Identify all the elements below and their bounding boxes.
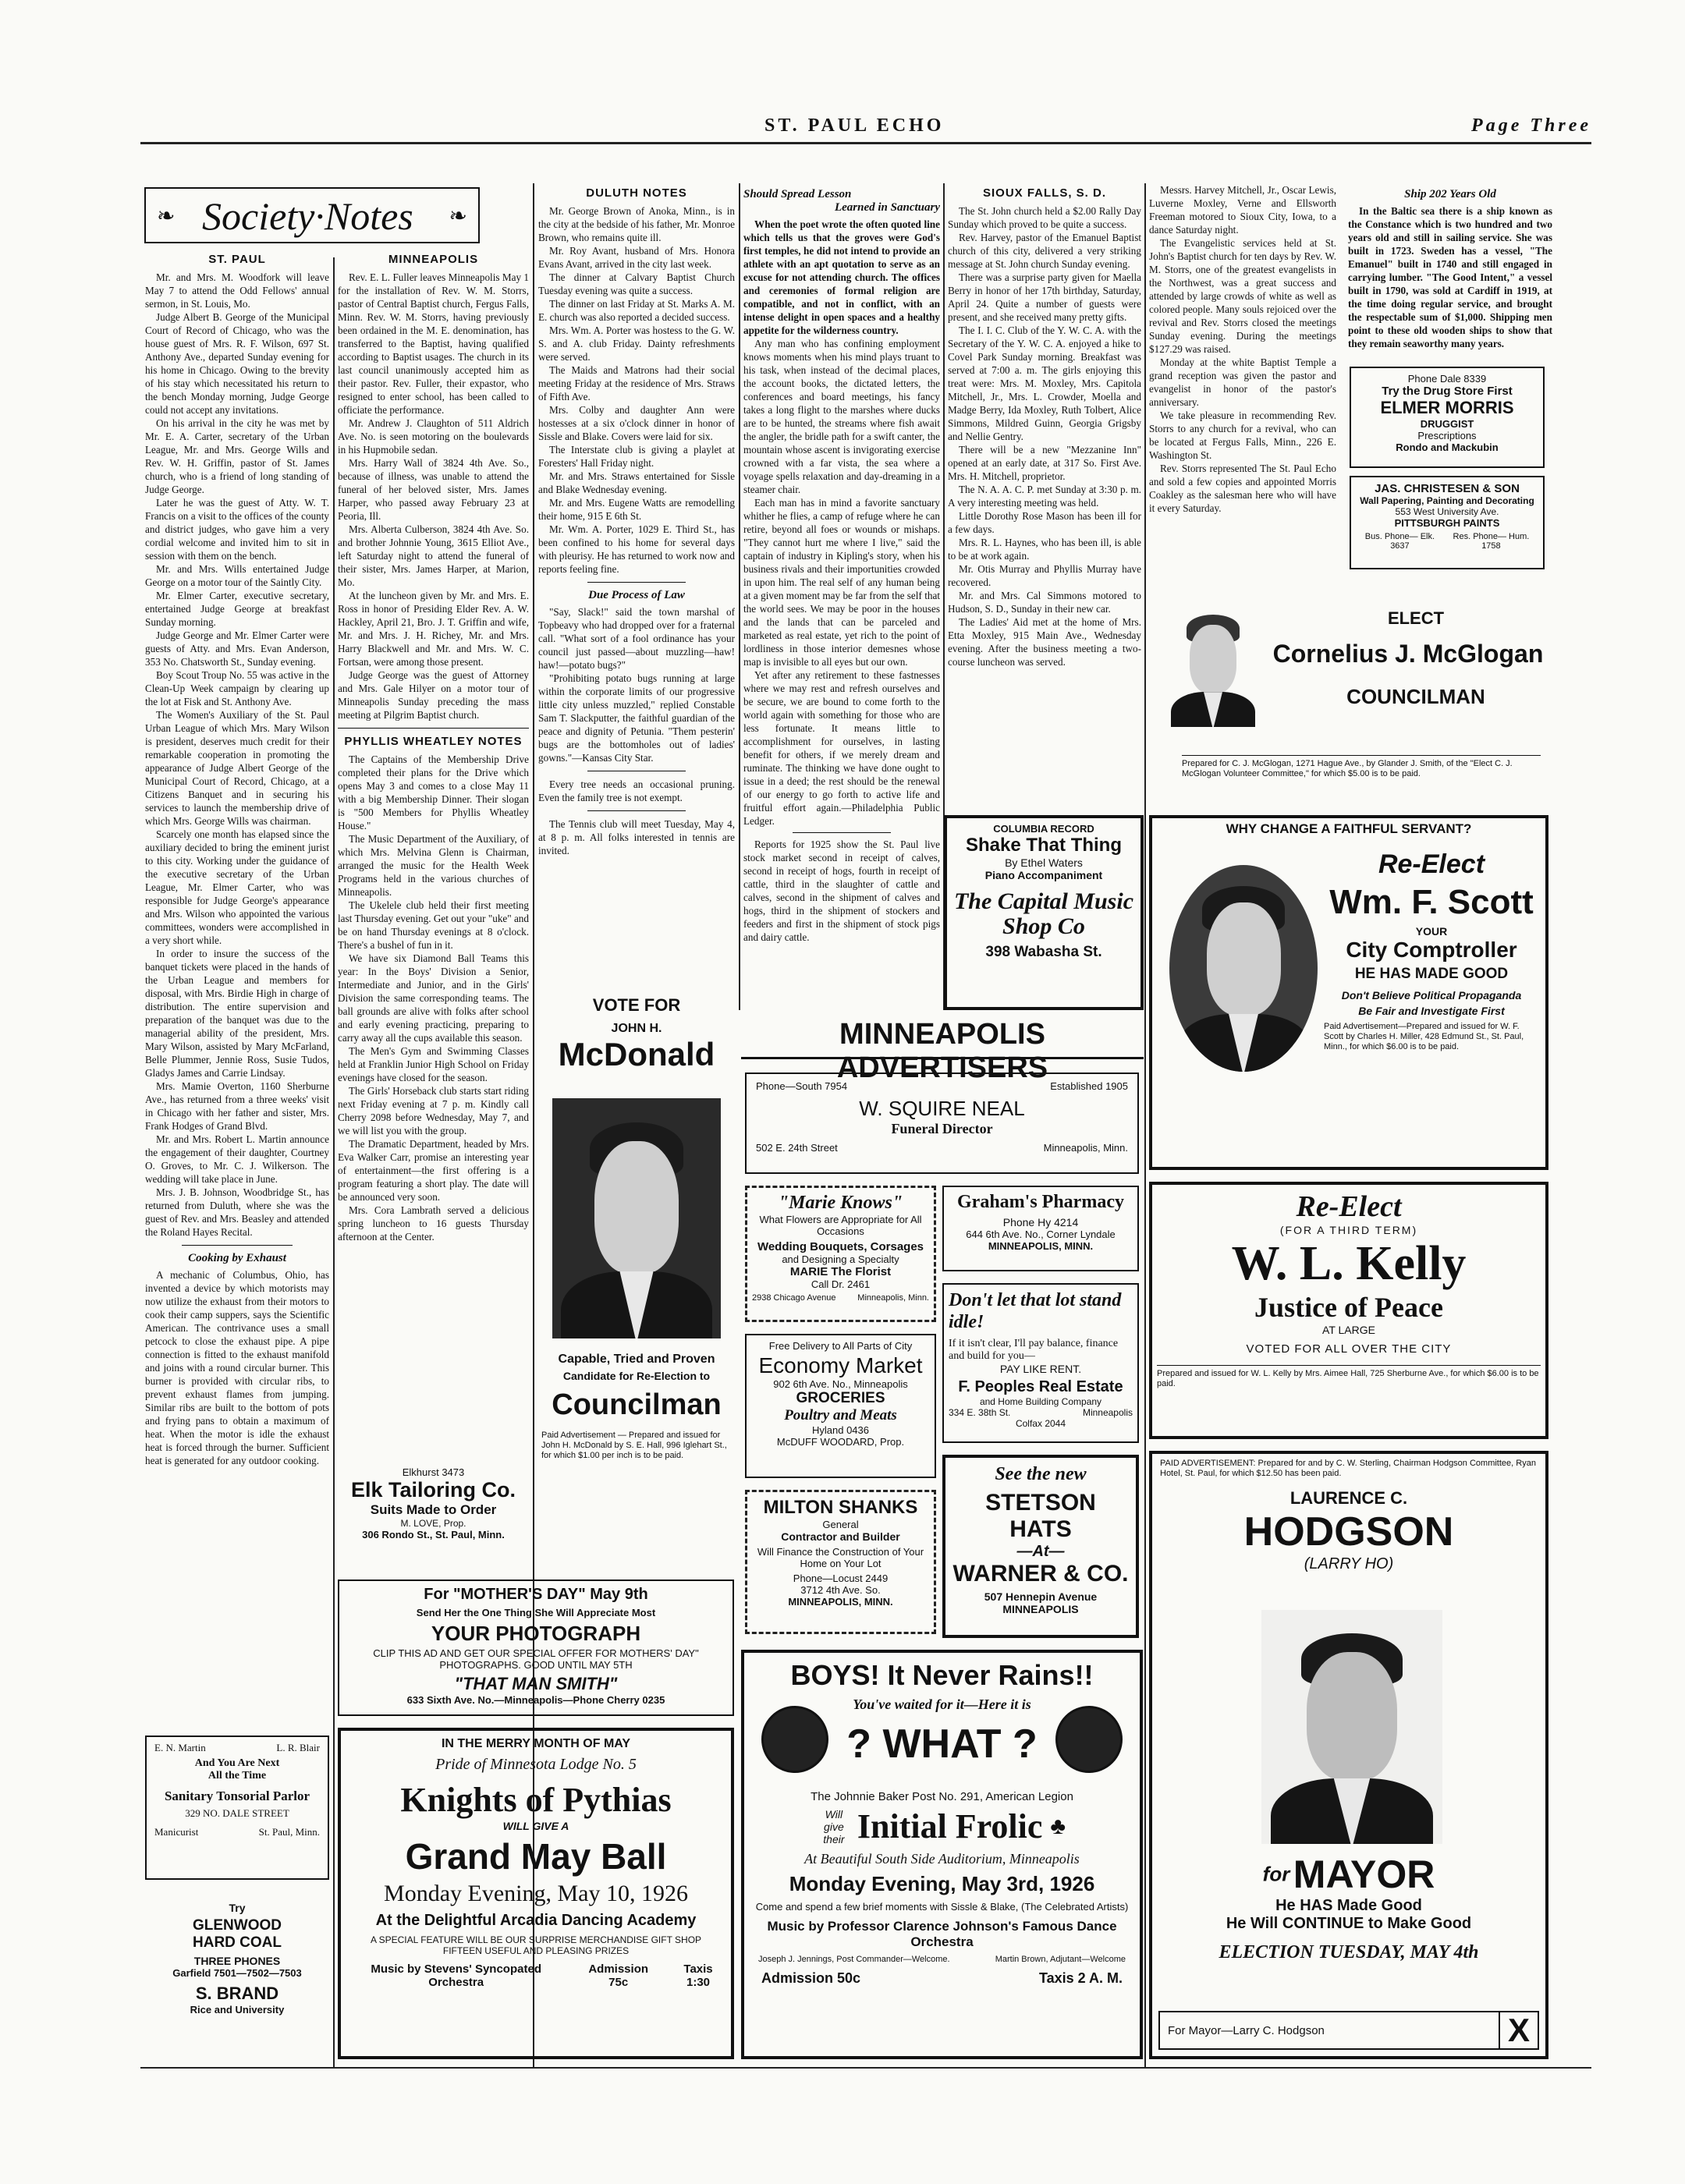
office-name: Justice of Peace xyxy=(1254,1292,1443,1323)
phone-number: Bus. Phone— Elk. 3637 xyxy=(1364,532,1435,551)
ad-line: PITTSBURGH PAINTS xyxy=(1394,517,1500,529)
ballot-label: For Mayor—Larry C. Hodgson xyxy=(1168,2023,1325,2037)
phone-numbers: Garfield 7501—7502—7503 xyxy=(172,1967,302,1979)
knights-of-pythias-ad xyxy=(338,1728,734,2059)
sioux-falls-heading: SIOUX FALLS, S. D. xyxy=(982,186,1107,200)
ad-line: Capable, Tried and Proven xyxy=(558,1353,715,1366)
address: 902 6th Ave. No., Minneapolis xyxy=(773,1378,908,1390)
paragraph: Mr. and Mrs. Wills entertained Judge George on a motor tour of the Saintly City. xyxy=(145,563,329,588)
ad-line: and Designing a Specialty xyxy=(782,1253,899,1265)
paragraph: Rev. Harvey, pastor of the Emanuel Baptist church of this city, delivered a very striking message at St. John church Sunday evening. xyxy=(948,232,1141,270)
paragraph: "Say, Slack!" said the town marshal of Topbeavy who had dropped over for a fraternal call. "What sort of a fool ordinance has your council just passed—about muzzling—haw! haw!—potato bugs?" xyxy=(538,606,735,671)
studio-name: "THAT MAN SMITH" xyxy=(454,1674,618,1693)
paragraph: The Dramatic Department, headed by Mrs. Eva Walker Carr, promise an interesting year of entertainment—the first offering is a program featuring a short play. The date will be announced very soon. xyxy=(338,1138,529,1203)
ad-line: IN THE MERRY MONTH OF MAY xyxy=(441,1737,631,1750)
paid-notice: Paid Advertisement—Prepared and issued for W. F. Scott by Charles H. Miller, 428 Edmund St., St. Paul, Minn., for which $6.00 is to be paid. xyxy=(1324,1022,1524,1051)
shop-name: The Capital Music Shop Co xyxy=(953,888,1134,939)
ad-line: Martin Brown, Adjutant—Welcome xyxy=(995,1955,1126,1964)
paragraph: A mechanic of Columbus, Ohio, has invented a device by which motorists may now utilize the exhaust from their motors to cook their camp suppers, says the Scientific American. The contrivance uses a small petcock to close the exhaust pipe. A pipe connection is fitted to the exhaust manifold and joins with a round circular burner. This burner is provided with circular ribs, to prevent exhaust flames from jumping. Similar ribs are built to the bottom of pots and frying pans to obtain a maximum of heat. When the motor is idle the exhaust heat is forced through the burner. Sufficient heat is generated for any outdoor cooking. xyxy=(145,1269,329,1466)
ad-line: HE HAS MADE GOOD xyxy=(1354,966,1509,982)
mcglogan-ad xyxy=(1151,585,1548,811)
paragraph: Mrs. Wm. A. Porter was hostess to the G. W. S. and A. club Friday. Dainty refreshments were served. xyxy=(538,324,735,363)
ad-line: Re-Elect xyxy=(1378,849,1485,879)
ad-headline: Don't let that lot stand idle! xyxy=(949,1290,1122,1332)
phone-number: Phone—South 7954 xyxy=(756,1080,848,1092)
record-artist: By Ethel Waters xyxy=(1005,856,1083,869)
stetson-hats-ad xyxy=(942,1455,1139,1638)
phone-number: Res. Phone— Hum. 1758 xyxy=(1453,532,1530,551)
candidate-nickname: (LARRY HO) xyxy=(1304,1555,1394,1572)
florist-ad xyxy=(745,1186,936,1322)
paragraph: Mrs. Colby and daughter Ann were hostesses at a six o'clock dinner in honor of Sissle and Blake. Covers were laid for six. xyxy=(538,404,735,442)
coal-brand: GLENWOOD HARD COAL xyxy=(193,1917,282,1951)
ad-line: VOTED FOR ALL OVER THE CITY xyxy=(1246,1342,1452,1356)
ad-line: ELECT xyxy=(1387,608,1445,628)
paragraph: Any man who has confining employment knows moments when his mind plays truant to his task, when instead of the decimal places, the account books, the dictated letters, the conferences and board meetings, his fancy takes a long flight to the marshes where ducks are to be hunted, the streams where fish await the angler, the bridle path for a swift canter, the mountain whose ascent is invigorating exercise crowned with a far vista, the sea where a voyage spells relaxation and day-dreaming in a steamer chair. xyxy=(743,338,940,495)
ad-line: GROCERIES xyxy=(796,1390,885,1406)
paragraph: Judge George and Mr. Elmer Carter were guests of Atty. and Mrs. Evan Anderson, 353 No. Chatsworth St., Sunday evening. xyxy=(145,629,329,668)
shop-address: 398 Wabasha St. xyxy=(985,944,1102,960)
candidate-photo xyxy=(1261,1610,1442,1844)
paid-notice: Paid Advertisement — Prepared and issued for John H. McDonald by S. E. Hall, 996 Iglehart St., for which $1.00 per inch is to be paid. xyxy=(541,1431,727,1460)
paragraph: Mr. George Brown of Anoka, Minn., is in the city at the bedside of his father, Mr. Monroe Brown, who remains quite ill. xyxy=(538,205,735,243)
event-name: Grand May Ball xyxy=(405,1836,667,1877)
florist-name: MARIE The Florist xyxy=(789,1265,892,1278)
tonsorial-parlor-ad xyxy=(145,1736,329,1880)
event-venue: At Beautiful South Side Auditorium, Minneapolis xyxy=(804,1851,1080,1867)
grocery-ad xyxy=(745,1334,936,1478)
phone-number: Phone Hy 4214 xyxy=(1002,1216,1079,1228)
ad-line: Suits Made to Order xyxy=(370,1502,497,1517)
lodge-name: Pride of Minnesota Lodge No. 5 xyxy=(435,1756,637,1773)
paragraph: Mrs. Mamie Overton, 1160 Sherburne Ave., has returned from a three weeks' visit in Chicago with her father and sister, Mrs. Frank Hodges of Grand Blvd. xyxy=(145,1080,329,1132)
candidate-name: HODGSON xyxy=(1243,1509,1454,1555)
ad-line: Manicurist xyxy=(154,1826,199,1838)
ad-line: Re-Elect xyxy=(1296,1190,1402,1223)
bottom-rule xyxy=(140,2067,1591,2069)
established: Established 1905 xyxy=(1050,1080,1128,1092)
barber-name: E. N. Martin xyxy=(154,1742,206,1753)
ad-line: DRUGGIST xyxy=(1420,418,1474,430)
paragraph: When the poet wrote the often quoted line which tells us that the groves were God's first temples, he did not intend to provide an athlete with an apt quotation to serve as an excuse for not attending church. The offices and ceremonies of formal religion are compatible, and not in conflict, with an intense delight in open spaces and a healthy appetite for the wilderness country. xyxy=(743,218,940,336)
address: 306 Rondo St., St. Paul, Minn. xyxy=(362,1529,505,1540)
ad-line: CLIP THIS AD AND GET OUR SPECIAL OFFER FOR MOTHERS' DAY" PHOTOGRAPHS. GOOD UNTIL MAY 5TH xyxy=(373,1647,699,1671)
paid-notice: Prepared and issued for W. L. Kelly by Mrs. Aimee Hall, 725 Sherburne Ave., for which $6.00 is to be paid. xyxy=(1157,1365,1541,1389)
drug-store-ad xyxy=(1350,367,1545,468)
paragraph: At the luncheon given by Mr. and Mrs. E. Ross in honor of Presiding Elder Rev. A. W. Hackley, April 21, Bro. J. T. Griffin and wife, Mr. and Mrs. J. H. Richey, Mr. and Mrs. Harry Blackwell and Mr. and Mrs. W. C. Fortsan, were among those present. xyxy=(338,590,529,668)
candidate-name: Cornelius J. McGlogan xyxy=(1272,640,1544,668)
ad-line: General xyxy=(822,1519,859,1530)
column-rule-5 xyxy=(1144,183,1146,2067)
sioux-falls-column xyxy=(948,183,1141,819)
contractor-ad xyxy=(745,1490,936,1634)
duluth-heading: DULUTH NOTES xyxy=(586,186,687,200)
paragraph: Mrs. Harry Wall of 3824 4th Ave. So., because of illness, was unable to attend the funeral of her beloved sister, Mrs. James Harper, who passed away February 23 at Peoria, Ill. xyxy=(338,457,529,522)
paragraph: The dinner on last Friday at St. Marks A. M. E. church was also reported a decided success. xyxy=(538,298,735,323)
scott-ad xyxy=(1149,815,1548,1170)
ad-line: COLUMBIA RECORD xyxy=(993,823,1094,835)
city: Minneapolis xyxy=(1082,1407,1133,1418)
address: 553 West University Ave. xyxy=(1395,506,1499,517)
company-name: F. Peoples Real Estate xyxy=(958,1378,1123,1395)
market-name: Economy Market xyxy=(758,1353,923,1377)
admission: Admission 50c xyxy=(761,1970,861,1986)
ad-line: Wedding Bouquets, Corsages xyxy=(757,1240,924,1253)
paragraph: The Men's Gym and Swimming Classes held at Franklin Junior High School on Friday evenings have closed for the season. xyxy=(338,1045,529,1083)
leaf-ornament-icon: ❧ xyxy=(449,204,467,229)
phone-number: Call Dr. 2461 xyxy=(811,1278,871,1290)
organization-name: Knights of Pythias xyxy=(400,1781,672,1819)
columbia-record-ad xyxy=(944,815,1144,1010)
event-date: Monday Evening, May 3rd, 1926 xyxy=(789,1872,1095,1895)
pharmacy-ad xyxy=(942,1186,1139,1271)
paragraph: Mr. Roy Avant, husband of Mrs. Honora Evans Avant, arrived in the city last week. xyxy=(538,245,735,270)
paragraph: Mr. and Mrs. Cal Simmons motored to Hudson, S. D., Sunday in their new car. xyxy=(948,590,1141,615)
office-name: MAYOR xyxy=(1293,1852,1435,1896)
proprietor: M. LOVE, Prop. xyxy=(400,1518,466,1529)
paragraph: There was a surprise party given for Maella Berry in honor of her 17th birthday, Saturday, April 24. Quite a number of guests were present, and she received many pretty gifts. xyxy=(948,271,1141,323)
paragraph: The Captains of the Membership Drive completed their plans for the Drive which opens May 3 and comes to a close May 11 with a big Membership Dinner. Their slogan is "500 Members for Phyllis Wheatley House." xyxy=(338,753,529,831)
city: MINNEAPOLIS, MINN. xyxy=(788,1596,893,1608)
ad-line: He Will CONTINUE to Make Good xyxy=(1226,1915,1472,1932)
city: MINNEAPOLIS, MINN. xyxy=(988,1240,1094,1252)
orchestra: Music by Stevens' Syncopated Orchestra xyxy=(371,1962,541,1989)
phyllis-wheatley-heading: PHYLLIS WHEATLEY NOTES xyxy=(344,735,523,748)
business-name: JAS. CHRISTESEN & SON xyxy=(1375,482,1520,495)
candidate-name: McDonald xyxy=(558,1036,715,1072)
paragraph: The Evangelistic services held at St. John's Baptist church for ten days by Rev. W. M. Storrs, one of the greatest evangelists in the Northwest, was a great success and attended by large crowds of white as well as colored people. Many souls rejoiced over the revival and Rev. Storrs closed the meetings Sunday evening. During the meetings $127.29 was raised. xyxy=(1149,237,1336,355)
director-name: W. SQUIRE NEAL xyxy=(859,1097,1025,1120)
elk-tailoring-ad xyxy=(338,1466,529,1572)
paragraph: We have six Diamond Ball Teams this year: In the Boys' Division a Senior, Intermediate and Junior, and in the Girls' Division the same corresponding teams. The ball grounds are alive with folks after school and early evening practicing, preparing to carry away all the cups available this season. xyxy=(338,952,529,1044)
ad-line: Joseph J. Jennings, Post Commander—Welcome. xyxy=(758,1955,950,1964)
lesson-column xyxy=(743,183,940,1010)
ad-line: St. Paul, Minn. xyxy=(258,1826,320,1838)
business-name: Elk Tailoring Co. xyxy=(350,1478,516,1502)
druggist-name: ELMER MORRIS xyxy=(1380,398,1514,417)
paragraph: The St. John church held a $2.00 Rally Day Sunday which proved to be quite a success. xyxy=(948,205,1141,230)
paragraph: Mr. Wm. A. Porter, 1029 E. Third St., has been confined to his home for several days with pleurisy. He has returned to work now and reports feeling fine. xyxy=(538,523,735,575)
due-process-heading: Due Process of Law xyxy=(588,589,685,601)
ad-line: WILL GIVE A xyxy=(502,1820,569,1832)
studio-address: 633 Sixth Ave. No.—Minneapolis—Phone Cherry 0235 xyxy=(406,1694,665,1706)
organizer: The Johnnie Baker Post No. 291, American Legion xyxy=(811,1790,1073,1803)
ad-line: Will give their xyxy=(823,1807,845,1845)
hodgson-ad xyxy=(1149,1451,1548,2059)
paragraph: The Ukelele club held their first meeting last Thursday evening. Get out your "uke" and be on hand Thursday evenings at 8 o'clock. There's a bushel of fun in it. xyxy=(338,899,529,951)
ad-line: YOUR xyxy=(1415,925,1448,938)
dealer-name: S. BRAND xyxy=(195,1984,279,2003)
column-rule-3 xyxy=(739,183,740,1010)
candidate-photo xyxy=(552,1098,721,1338)
paragraph: The Women's Auxiliary of the St. Paul Urban League of which Mrs. Mary Wilson is president, deserves much credit for their remarkable cooperation in promoting the appearance of Judge Albert George of the Municipal Court of Record, Chicago, at a Citizens Banquet and in securing his services to launch the membership drive of which Mrs. George Wills was chairman. xyxy=(145,709,329,827)
paragraph: Mr. and Mrs. Eugene Watts are remodelling their home, 915 E 6th St. xyxy=(538,497,735,522)
phone-number: Hyland 0436 xyxy=(812,1424,869,1436)
ad-line: LAURENCE C. xyxy=(1289,1488,1408,1508)
ad-line: YOUR PHOTOGRAPH xyxy=(431,1622,641,1645)
leaf-ornament-icon: ❧ xyxy=(157,204,176,229)
real-estate-ad xyxy=(942,1283,1139,1443)
office-name: Councilman xyxy=(552,1388,722,1421)
paragraph: Judge George was the guest of Attorney and Mrs. Gale Hilyer on a motor tour of Minneapolis Sunday preceding the mass meeting at Pilgrim Baptist church. xyxy=(338,669,529,721)
paragraph: The dinner at Calvary Baptist Church Tuesday evening was quite a success. xyxy=(538,271,735,296)
paragraph: Rev. E. L. Fuller leaves Minneapolis May 1 for the installation of Rev. W. M. Storrs, pastor of Central Baptist church, Fergus Falls, Minn. Rev. W. M. Storrs, having previously been ordained in the M. E. denomination, has transferred to the Baptist, having qualified according to Baptist usages. The church in its last council unanimously accepted him as their pastor. Rev. Fuller, their expastor, who resigned to enter school, has been called to officiate the performance. xyxy=(338,271,529,416)
paragraph: The N. A. A. C. P. met Sunday at 3:30 p. m. A very interesting meeting was held. xyxy=(948,484,1141,509)
ad-headline: See the new xyxy=(995,1464,1087,1484)
paragraph: In the Baltic sea there is a ship known as the Constance which is two hundred and two years old and still in sailing service. She was built in 1723. Sweden has a vessel, "The Emanuel" built in 1740 and still engaged in carrying lumber. "The Good Intent," a vessel built in 1790, was sold at Cardiff in 1919, at the time doing regular service, and brought the respectable sum of $1,000. Shipping men point to these old wooden ships to show that they remain seaworthy many years. xyxy=(1348,205,1552,349)
minneapolis-heading: MINNEAPOLIS xyxy=(388,253,479,266)
phone-number: Phone—Locust 2449 xyxy=(793,1572,889,1584)
paragraph: Every tree needs an occasional pruning. Even the family tree is not exempt. xyxy=(538,778,735,803)
phone-number: Phone Dale 8339 xyxy=(1407,373,1487,385)
parlor-name: Sanitary Tonsorial Parlor xyxy=(164,1789,310,1803)
ad-line: Try xyxy=(229,1902,246,1914)
paragraph: The Ladies' Aid met at the home of Mrs. Etta Moxley, 915 Main Ave., Wednesday evening. After the business meeting a two-course luncheon was served. xyxy=(948,616,1141,668)
paragraph: Messrs. Harvey Mitchell, Jr., Oscar Lewis, Luverne Moxley, Verne and Ellsworth Freeman motored to Sioux City, Iowa, to a dance Saturday night. xyxy=(1149,184,1336,236)
ad-line: A SPECIAL FEATURE WILL BE OUR SURPRISE MERCHANDISE GIFT SHOP xyxy=(370,1934,702,1945)
legion-emblem-icon xyxy=(1055,1706,1123,1773)
legion-emblem-icon xyxy=(761,1706,828,1773)
shamrock-icon: ♣ xyxy=(1050,1813,1066,1839)
paragraph: On his arrival in the city he was met by Mr. E. A. Carter, secretary of the Urban League, Mr. and Mrs. George Wills and Rev. W. H. Griffin, pastor of St. James church, who is a friend of long standing of Judge George. xyxy=(145,417,329,495)
ad-line: Send Her the One Thing She Will Appreciate Most xyxy=(416,1607,656,1618)
phone-number: Colfax 2044 xyxy=(1015,1418,1066,1429)
orchestra: Music by Professor Clarence Johnson's Famous Dance Orchestra xyxy=(767,1919,1117,1949)
duluth-column xyxy=(538,183,735,975)
ad-headline: "Marie Knows" xyxy=(778,1193,903,1213)
ad-line: He HAS Made Good xyxy=(1275,1897,1422,1914)
society-notes-title: Society·Notes xyxy=(202,194,413,238)
ad-line: PAY LIKE RENT. xyxy=(999,1363,1082,1375)
product-name: STETSON HATS xyxy=(985,1490,1096,1542)
paragraph: Mrs. J. B. Johnson, Woodbridge St., has returned from Duluth, where she was the guest of Rev. and Mrs. Beasley and attended the Roland Hayes Recital. xyxy=(145,1186,329,1238)
paper-name: ST. PAUL ECHO xyxy=(764,115,945,136)
contractor-name: MILTON SHANKS xyxy=(763,1497,918,1518)
record-title: Shake That Thing xyxy=(965,835,1122,856)
ad-line: VOTE FOR xyxy=(592,995,681,1015)
paragraph: The Maids and Matrons had their social meeting Friday at the residence of Mrs. Straws of Fifth Ave. xyxy=(538,364,735,402)
paragraph: Monday at the white Baptist Temple a grand reception was given the pastor and evangelist in honor of the pastor's anniversary. xyxy=(1149,356,1336,408)
phone-number: Elkhurst 3473 xyxy=(402,1466,465,1478)
ad-line: What Flowers are Appropriate for All Occasions xyxy=(759,1214,922,1237)
ad-line: Come and spend a few brief moments with Sissle & Blake, (The Celebrated Artists) xyxy=(755,1901,1129,1913)
kelly-ad xyxy=(1149,1182,1548,1439)
ad-line: Contractor and Builder xyxy=(781,1530,900,1543)
mothers-day-ad xyxy=(338,1580,734,1716)
ad-line: Candidate for Re-Election to xyxy=(562,1370,711,1382)
ad-line: And You Are Next xyxy=(194,1757,280,1769)
taxis: Taxis 2 A. M. xyxy=(1038,1970,1123,1986)
ad-headline: For "MOTHER'S DAY" May 9th xyxy=(424,1586,648,1603)
ad-line: Prescriptions xyxy=(1417,430,1477,441)
event-date: Monday Evening, May 10, 1926 xyxy=(384,1881,688,1906)
address: 2938 Chicago Avenue xyxy=(752,1293,836,1303)
coal-ad xyxy=(145,1895,329,2055)
office-name: COUNCILMAN xyxy=(1346,685,1485,708)
ad-line: Will Finance the Construction of Your Home on Your Lot xyxy=(757,1546,924,1569)
address: 644 6th Ave. No., Corner Lyndale xyxy=(966,1228,1116,1240)
city: MINNEAPOLIS xyxy=(1002,1603,1079,1615)
paragraph: Mrs. Cora Lambrath served a delicious spring luncheon to 16 guests Thursday afternoon at the Center. xyxy=(338,1204,529,1243)
paragraph: Reports for 1925 show the St. Paul live stock market second in receipt of calves, second in receipt of hogs, fourth in receipt of cattle, third in the slaughter of cattle and calves, second in the shipment of calves and hogs, third in the shipment of stockers and feeders and first in the shipment of stock pigs and dairy cattle. xyxy=(743,838,940,943)
paragraph: Little Dorothy Rose Mason has been ill for a few days. xyxy=(948,510,1141,535)
taxis: Taxis 1:30 xyxy=(683,1962,713,1989)
city: Minneapolis, Minn. xyxy=(857,1293,929,1303)
paragraph: Mr. Andrew J. Claughton of 511 Aldrich Ave. No. is seen motoring on the boulevards in his Hupmobile sedan. xyxy=(338,417,529,456)
ballot-mark: X xyxy=(1499,2012,1530,2049)
ballot-line xyxy=(1158,2011,1539,2050)
paragraph: Yet after any retirement to these fastnesses where we may rest and refresh ourselves and be secure, we are bound to come forth to the world again with something for those who are less fortunate. It means little to accomplishment for ourselves, in lasting benefit for others, if we merely dream and ruminate. The thinking we have done ought to issue in a deed; the rest should be the renewal of our energy to go forth to active life and fruitful effort again.—Philadelphia Public Ledger. xyxy=(743,669,940,827)
office-name: City Comptroller xyxy=(1346,938,1517,962)
ad-line: Free Delivery to All Parts of City xyxy=(768,1340,913,1352)
society-notes-banner xyxy=(144,187,480,243)
proprietor: McDUFF WOODARD, Prop. xyxy=(776,1436,905,1448)
paid-notice: Prepared for C. J. McGlogan, 1271 Hague Ave., by Glander J. Smith, of the "Elect C. J. McGlogan Volunteer Committee," for which $5.00 is to be paid. xyxy=(1182,755,1541,779)
ad-line: Be Fair and Investigate First xyxy=(1358,1005,1505,1017)
ad-headline: BOYS! It Never Rains!! xyxy=(790,1659,1094,1691)
paragraph: The I. I. C. Club of the Y. W. C. A. with the Secretary of the Y. W. C. A. enjoyed a hike to Covel Park Sunday morning. Breakfast was served at 7:00 a. m. The girls enjoying this treat were: Mrs. M. Moxley, Mrs. Capitola Mitchell, Jr., Mrs. L. Crowder, Moella and Madge Berry, Ida Moxley, Ruth Tolbert, Alice Simmons, Mildred Guinn, Georgia Grigsby and Nellie Gentry. xyxy=(948,324,1141,442)
paragraph: Mr. Otis Murray and Phyllis Murray have recovered. xyxy=(948,563,1141,588)
parlor-address: 329 NO. DALE STREET xyxy=(185,1807,289,1819)
column-rule-1 xyxy=(333,257,335,2067)
ad-line: FIFTEEN USEFUL AND PLEASING PRIZES xyxy=(442,1945,630,1956)
st-paul-heading: ST. PAUL xyxy=(208,253,266,266)
paragraph: Mrs. R. L. Haynes, who has been ill, is able to be at work again. xyxy=(948,537,1141,562)
lesson-heading: Should Spread Lesson xyxy=(743,188,852,200)
exhaust-heading: Cooking by Exhaust xyxy=(188,1252,286,1264)
mcdonald-ad xyxy=(538,992,735,1552)
ad-line: (FOR A THIRD TERM) xyxy=(1279,1224,1418,1236)
paragraph: The Music Department of the Auxiliary, of which Mrs. Melvina Glenn is Chairman, arranged the music for the Health Week Programs held in the various churches of Minneapolis. xyxy=(338,833,529,898)
paragraph: Boy Scout Troup No. 55 was active in the Clean-Up Week campaign by clearing up the lot at Fisk and St. Anthony Ave. xyxy=(145,669,329,707)
lesson-subheading: Learned in Sanctuary xyxy=(834,201,940,214)
admission: Admission 75c xyxy=(588,1962,649,1989)
page-number: Page Three xyxy=(1471,115,1591,136)
painting-ad xyxy=(1350,476,1545,569)
paragraph: We take pleasure in recommending Rev. Storrs to any church for a revival, who can be located at Fergus Falls, Minn., 226 E. Washington St. xyxy=(1149,410,1336,461)
paragraph: Scarcely one month has elapsed since the auxiliary decided to bring the eminent jurist to this city. Working under the guidance of the executive secretary of the Urban League, Mr. Elmer Carter, who was responsible for Judge George's appearance and Mrs. Wilson who appointed the various committees, wonders were accomplished in a very short while. xyxy=(145,828,329,946)
sioux-falls-column-continued xyxy=(1149,183,1336,589)
paragraph: "Prohibiting potato bugs running at large within the corporate limits of our progressive little city unless muzzled," replied Constable Sam T. Slackputter, the faithful guardian of the peace and dignity of Petunia. "Them pesterin' bugs are the bottomholes out of ladies' gowns."—Kansas City Star. xyxy=(538,672,735,764)
initial-frolic-ad xyxy=(741,1650,1143,2059)
paragraph: In order to insure the success of the banquet tickets were placed in the hands of the Urban League and members for disposal, with Mrs. Birdie High in charge of distribution. The entire supervision and preparation of the banquet was due to the managerial ability of the president, Mrs. Mary Wilson, assisted by Mary McFarland, Belle Plummer, Jennie Ross, Susie Tudos, Gladys James and Carrie Lindsay. xyxy=(145,948,329,1079)
ad-line: for xyxy=(1262,1862,1290,1886)
ship-heading: Ship 202 Years Old xyxy=(1404,188,1496,200)
address: 334 E. 38th St. xyxy=(949,1407,1011,1418)
barber-name: L. R. Blair xyxy=(276,1742,320,1753)
paragraph: Mr. and Mrs. Robert L. Martin announce the engagement of their daughter, Courtney O. Groves, to Mr. C. J. Wilkerson. The wedding will take place in June. xyxy=(145,1133,329,1185)
ad-line: You've waited for it—Here it is xyxy=(853,1696,1031,1712)
ad-line: If it isn't clear, I'll pay balance, finance and build for you— xyxy=(949,1338,1119,1362)
ad-line: JOHN H. xyxy=(611,1022,662,1035)
candidate-name: Wm. F. Scott xyxy=(1329,883,1534,921)
ad-headline: WHY CHANGE A FAITHFUL SERVANT? xyxy=(1226,821,1472,836)
address: 3712 4th Ave. So. xyxy=(800,1584,881,1596)
funeral-director-ad xyxy=(745,1072,1139,1174)
address: 507 Hennepin Avenue xyxy=(984,1590,1098,1603)
city: Minneapolis, Minn. xyxy=(1043,1142,1128,1154)
ship-column xyxy=(1348,183,1552,355)
paragraph: Each man has in mind a favorite sanctuary whither he flies, a camp of refuge where he can retire, beyond all foes or wounds or mishaps. "They cannot hurt me where I live," said the captain of industry in Kipling's story, when his business rivals and their importunities crowded in upon him. The real self of any human being at a given moment may be far from the self that the world sees. We may be poor in the houses and the lands that can be parceled and marketed as real estate, yet rich to the point of lordliness in those interior demesnes whose map is invisible to all eyes but our own. xyxy=(743,497,940,668)
paragraph: Mr. Elmer Carter, executive secretary, entertained Judge George at breakfast Sunday morning. xyxy=(145,590,329,628)
address: 502 E. 24th Street xyxy=(756,1142,838,1154)
ad-line: Don't Believe Political Propaganda xyxy=(1341,989,1522,1002)
paragraph: The Interstate club is giving a playlet at Foresters' Hall Friday night. xyxy=(538,444,735,469)
paid-notice: PAID ADVERTISEMENT: Prepared for and by C. W. Sterling, Chairman Hodgson Committee, Ryan Hotel, St. Paul, for which $12.50 has been paid. xyxy=(1160,1459,1536,1478)
ad-line: —At— xyxy=(1016,1543,1065,1560)
paragraph: Mrs. Alberta Culberson, 3824 4th Ave. So. and brother Johnnie Young, 3615 Elliot Ave., left Saturday night to attend the funeral of their sister, Mrs. James Harper, at Marion, Mo. xyxy=(338,523,529,588)
paragraph: Mr. and Mrs. M. Woodfork will leave May 7 to attend the Odd Fellows' annual sermon, in St. Louis, Mo. xyxy=(145,271,329,310)
paragraph: The Tennis club will meet Tuesday, May 4, at 8 p. m. All folks interested in tennis are invited. xyxy=(538,818,735,856)
paragraph: The Girls' Horseback club starts start riding next Friday evening at 7 p. m. Kindly call Cherry 2098 before Wednesday, May 7, and we will list you with the group. xyxy=(338,1085,529,1136)
st-paul-column xyxy=(145,250,329,1716)
candidate-photo xyxy=(1169,865,1318,1072)
ad-line: Try the Drug Store First xyxy=(1382,385,1513,398)
ad-line: Funeral Director xyxy=(891,1121,993,1136)
paragraph: There will be a new "Mezzanine Inn" opened at an early date, at 317 So. First Ave. Mrs. H. Mitchell, proprietor. xyxy=(948,444,1141,482)
paragraph: Rev. Storrs represented The St. Paul Echo and sold a few copies and appointed Morris Coakley as the salesman here who will have it every Saturday. xyxy=(1149,463,1336,514)
ad-line: ? WHAT ? xyxy=(846,1721,1038,1767)
ad-line: Wall Papering, Painting and Decorating xyxy=(1360,495,1534,506)
address: Rondo and Mackubin xyxy=(1396,441,1499,453)
candidate-photo xyxy=(1166,602,1260,727)
store-name: WARNER & CO. xyxy=(952,1561,1129,1587)
paragraph: Judge Albert B. George of the Municipal Court of Record of Chicago, who was the house guest of Mrs. R. F. Wilson, 697 St. Anthony Ave., departed Sunday evening for his home in Chicago. Owing to the brevity of his stay which necessitated his return to the bench Monday morning, Judge George could not accept any invitations. xyxy=(145,311,329,416)
ad-line: THREE PHONES xyxy=(193,1955,281,1967)
paragraph: Later he was the guest of Atty. W. T. Francis on a visit to the offices of the county and district judges, who gave him a very cordial welcome and invited him to sit in session with them on the bench. xyxy=(145,497,329,562)
paragraph: Mr. and Mrs. Straws entertained for Sissle and Blake Wednesday evening. xyxy=(538,470,735,495)
ad-line: All the Time xyxy=(208,1770,267,1782)
minneapolis-advertisers-header: MINNEAPOLIS ADVERTISERS xyxy=(741,1018,1144,1059)
event-venue: At the Delightful Arcadia Dancing Academy xyxy=(375,1912,697,1929)
dealer-address: Rice and University xyxy=(190,2004,285,2016)
masthead-rule xyxy=(140,142,1591,144)
pharmacy-name: Graham's Pharmacy xyxy=(957,1192,1124,1212)
ad-line: Poultry and Meats xyxy=(784,1407,897,1424)
election-date: ELECTION TUESDAY, MAY 4th xyxy=(1219,1942,1479,1962)
ad-line: and Home Building Company xyxy=(979,1396,1102,1407)
candidate-name: W. L. Kelly xyxy=(1231,1237,1467,1290)
ad-line: Piano Accompaniment xyxy=(984,869,1103,881)
ad-line: AT LARGE xyxy=(1322,1324,1375,1336)
masthead xyxy=(140,109,1591,140)
event-name: Initial Frolic xyxy=(857,1807,1043,1845)
